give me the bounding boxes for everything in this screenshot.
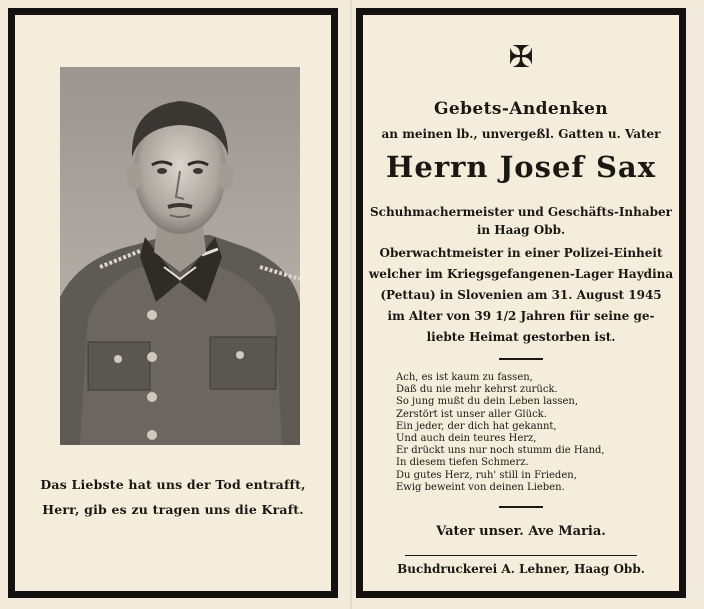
deceased-name: Herrn Josef Sax bbox=[385, 150, 657, 184]
left-panel bbox=[8, 8, 338, 598]
card-heading: Gebets-Andenken bbox=[433, 99, 609, 119]
closing-prayer: Vater unser. Ave Maria. bbox=[436, 524, 606, 539]
left-verse-line-2: Herr, gib es zu tragen uns die Kraft. bbox=[42, 502, 304, 517]
card-fold bbox=[350, 0, 352, 609]
bio-line: (Pettau) in Slovenien am 31. August 1945 bbox=[380, 288, 662, 302]
poem-line: Zerstört ist unser aller Glück. bbox=[396, 408, 547, 420]
memorial-poem bbox=[396, 372, 656, 494]
poem-line: Daß du nie mehr kehrst zurück. bbox=[396, 384, 558, 396]
divider-rule bbox=[499, 358, 543, 360]
poem-line: Ewig beweint von deinen Lieben. bbox=[396, 481, 565, 493]
iron-cross-icon: ✠ bbox=[508, 40, 534, 75]
poem-line: Und auch dein teures Herz, bbox=[396, 433, 537, 445]
bio-line: liebte Heimat gestorben ist. bbox=[426, 330, 616, 344]
printer-credit: Buchdruckerei A. Lehner, Haag Obb. bbox=[397, 562, 645, 576]
bio-line: Oberwachtmeister in einer Polizei-Einheit bbox=[379, 246, 663, 260]
dedication-line: an meinen lb., unvergeßl. Gatten u. Vater bbox=[381, 127, 661, 141]
soldier-portrait-image bbox=[60, 67, 300, 445]
poem-line: Er drückt uns nur noch stumm die Hand, bbox=[396, 445, 605, 457]
occupation-line-2: in Haag Obb. bbox=[476, 223, 566, 237]
poem-line: Ein jeder, der dich hat gekannt, bbox=[396, 420, 557, 432]
printer-rule bbox=[405, 555, 637, 556]
left-verse-line-1: Das Liebste hat uns der Tod entrafft, bbox=[40, 477, 306, 492]
right-panel bbox=[356, 8, 686, 598]
portrait-photo bbox=[60, 67, 300, 445]
poem-line: In diesem tiefen Schmerz. bbox=[396, 457, 529, 469]
poem-line: Du gutes Herz, ruh' still in Frieden, bbox=[396, 469, 577, 481]
poem-line: So jung mußt du dein Leben lassen, bbox=[396, 396, 579, 408]
occupation-line-1: Schuhmachermeister und Geschäfts-Inhaber bbox=[369, 205, 673, 219]
bio-line: im Alter von 39 1/2 Jahren für seine ge- bbox=[387, 309, 655, 323]
poem-line: Ach, es ist kaum zu fassen, bbox=[396, 372, 533, 383]
divider-rule bbox=[499, 506, 543, 508]
bio-line: welcher im Kriegsgefangenen-Lager Haydina bbox=[368, 267, 674, 281]
